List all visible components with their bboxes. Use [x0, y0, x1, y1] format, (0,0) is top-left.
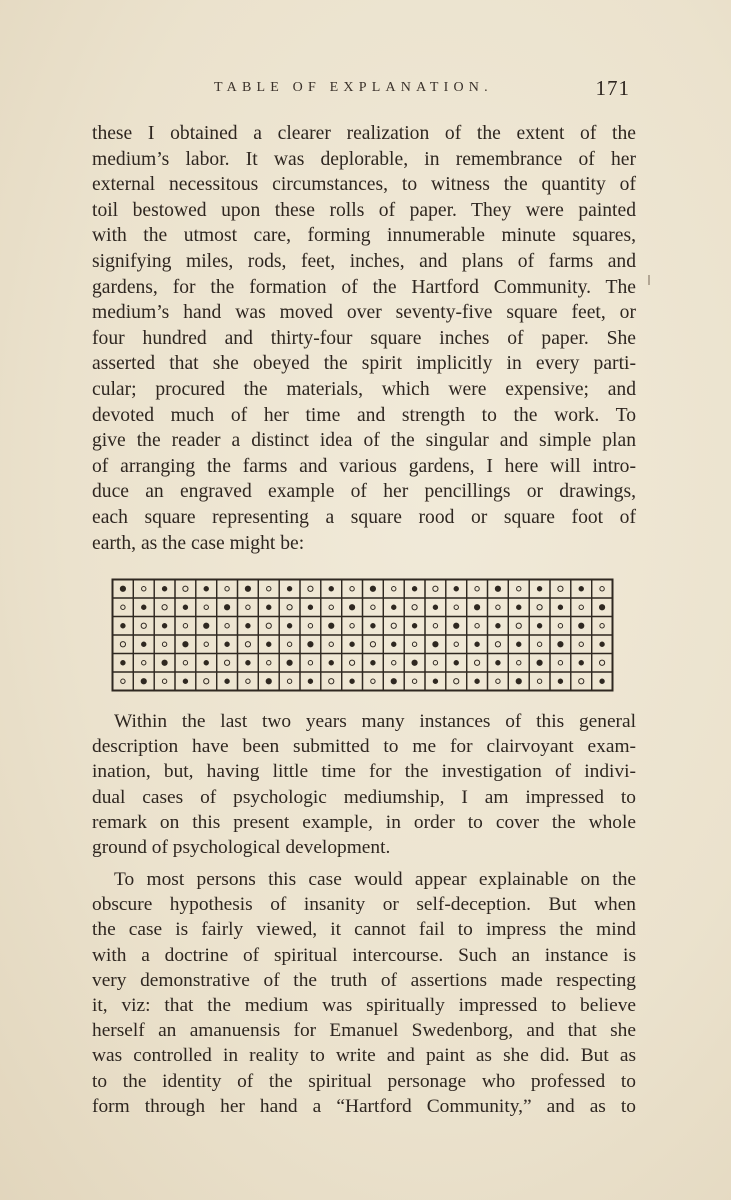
- grid-square: [550, 654, 571, 673]
- grid-dot: [600, 679, 604, 683]
- grid-dot: [516, 679, 521, 684]
- grid-dot: [371, 605, 375, 609]
- paragraph-mediumship: [92, 709, 636, 860]
- grid-dot: [558, 679, 562, 683]
- grid-dot: [267, 587, 271, 591]
- grid-dot: [349, 605, 354, 610]
- grid-dot: [350, 642, 354, 646]
- text-line: earth, as the case might be:: [92, 532, 305, 554]
- grid-dot: [308, 679, 312, 683]
- grid-square: [425, 580, 446, 599]
- text-line: description have been submitted to me for clairvoyant exam-: [92, 736, 636, 758]
- grid-dot: [225, 679, 229, 683]
- grid-dot: [475, 679, 479, 683]
- text-line: dual cases of psychologic mediumship, I am impressed to: [92, 786, 636, 808]
- grid-square: [571, 672, 592, 691]
- grid-dot: [517, 605, 521, 609]
- grid-square: [258, 617, 279, 636]
- grid-dot: [391, 623, 396, 628]
- grid-dot: [287, 605, 292, 610]
- grid-dot: [474, 660, 479, 665]
- grid-square: [217, 654, 238, 673]
- grid-dot: [329, 623, 334, 628]
- grid-dot: [183, 679, 187, 683]
- text-line: with the utmost care, forming innumerable minute squares,: [92, 225, 636, 247]
- grid-square: [133, 580, 154, 599]
- grid-dot: [224, 605, 229, 610]
- grid-dot: [537, 605, 542, 610]
- grid-dot: [579, 623, 584, 628]
- text-line: remark on this present example, in order to cover the whole: [92, 811, 636, 833]
- grid-square: [217, 617, 238, 636]
- grid-dot: [474, 605, 479, 610]
- grid-dot: [183, 661, 187, 665]
- grid-dot: [267, 642, 271, 646]
- grid-dot: [225, 642, 229, 646]
- grid-dot: [371, 624, 375, 628]
- grid-square: [133, 654, 154, 673]
- grid-dot: [308, 624, 312, 628]
- grid-square: [321, 635, 342, 654]
- grid-dot: [579, 642, 583, 646]
- grid-dot: [558, 624, 562, 628]
- grid-dot: [246, 679, 250, 683]
- grid-square: [425, 617, 446, 636]
- grid-dot: [517, 642, 521, 646]
- grid-dot: [141, 679, 146, 684]
- grid-dot: [121, 661, 125, 665]
- grid-dot: [392, 642, 396, 646]
- grid-square: [467, 617, 488, 636]
- grid-dot: [558, 605, 562, 609]
- engraved-grid-figure: [111, 578, 614, 692]
- grid-dot: [246, 605, 250, 609]
- grid-square: [446, 598, 467, 617]
- text-line: asserted that she obeyed the spirit implicitly in every parti-: [92, 353, 636, 375]
- grid-dot: [495, 642, 500, 647]
- grid-square: [279, 635, 300, 654]
- text-line: gardens, for the formation of the Hartford Community. The: [92, 276, 636, 298]
- grid-dot: [308, 661, 312, 665]
- grid-square: [113, 672, 134, 691]
- grid-square: [363, 635, 384, 654]
- grid-square: [425, 654, 446, 673]
- text-line: was controlled in reality to write and paint as she did. But as: [92, 1045, 636, 1067]
- grid-dot: [246, 624, 250, 628]
- grid-dot: [537, 679, 541, 683]
- grid-square: [238, 635, 259, 654]
- grid-dot: [392, 587, 396, 591]
- grid-square: [196, 672, 217, 691]
- text-line: ination, but, having little time for the investigation of indivi-: [92, 761, 636, 783]
- grid-dot: [558, 642, 563, 647]
- text-line: of arranging the farms and various gardens, I here will intro-: [92, 455, 636, 477]
- grid-square: [238, 598, 259, 617]
- grid-dot: [579, 661, 583, 665]
- grid-dot: [204, 605, 208, 609]
- grid-dot: [329, 605, 333, 609]
- grid-dot: [600, 587, 604, 591]
- grid-square: [550, 617, 571, 636]
- grid-square: [508, 617, 529, 636]
- grid-dot: [517, 661, 521, 665]
- grid-dot: [579, 587, 583, 591]
- grid-square: [154, 672, 175, 691]
- grid-square: [154, 635, 175, 654]
- grid-dot: [162, 624, 166, 628]
- grid-dot: [287, 679, 291, 683]
- grid-dot: [599, 605, 604, 610]
- grid-dot: [370, 642, 375, 647]
- grid-dot: [142, 642, 146, 646]
- text-line: very demonstrative of the truth of assertions made respecting: [92, 969, 636, 991]
- grid-dot: [496, 624, 500, 628]
- grid-dot: [121, 605, 125, 609]
- grid-square: [383, 654, 404, 673]
- grid-dot: [412, 642, 416, 646]
- grid-square: [175, 580, 196, 599]
- grid-dot: [371, 679, 375, 683]
- grid-dot: [141, 623, 146, 628]
- grid-square: [592, 654, 613, 673]
- grid-dot: [349, 660, 354, 665]
- grid-dot: [121, 624, 125, 628]
- grid-dot: [224, 660, 229, 665]
- grid-dot: [183, 586, 188, 591]
- grid-dot: [287, 587, 291, 591]
- grid-square: [488, 598, 509, 617]
- grid-dot: [537, 642, 541, 646]
- text-line: to the identity of the spiritual personage who professed to: [92, 1070, 636, 1092]
- grid-dot: [475, 624, 479, 628]
- grid-dot: [329, 642, 333, 646]
- grid-square: [592, 617, 613, 636]
- grid-dot: [308, 605, 312, 609]
- grid-square: [571, 635, 592, 654]
- grid-square: [467, 580, 488, 599]
- grid-dot: [433, 679, 437, 683]
- grid-square: [175, 617, 196, 636]
- grid-dot: [600, 642, 604, 646]
- grid-dot: [433, 661, 437, 665]
- grid-square: [133, 617, 154, 636]
- grid-square: [467, 654, 488, 673]
- grid-dot: [162, 605, 167, 610]
- grid-square: [363, 598, 384, 617]
- grid-square: [446, 672, 467, 691]
- grid-square: [342, 580, 363, 599]
- grid-dot: [391, 679, 396, 684]
- grid-square: [238, 672, 259, 691]
- grid-dot: [579, 679, 584, 684]
- text-line: toil bestowed upon these rolls of paper. They were painted: [92, 199, 636, 221]
- grid-dot: [433, 642, 438, 647]
- grid-square: [217, 580, 238, 599]
- grid-dot: [475, 642, 479, 646]
- grid-dot: [371, 661, 375, 665]
- grid-dot: [412, 587, 416, 591]
- grid-dot: [516, 623, 521, 628]
- grid-dot: [142, 605, 146, 609]
- text-line: ground of psychological development.: [92, 836, 391, 858]
- grid-dot: [454, 605, 458, 609]
- text-line: duce an engraved example of her pencillings or drawings,: [92, 481, 636, 503]
- grid-square: [342, 617, 363, 636]
- grid-square: [342, 654, 363, 673]
- grid-dot: [412, 679, 416, 683]
- text-line: signifying miles, rods, feet, inches, and plans of farms and: [92, 250, 636, 272]
- grid-dot: [350, 587, 354, 591]
- text-line: each square representing a square rood or square foot of: [92, 506, 636, 528]
- grid-dot: [454, 623, 459, 628]
- grid-dot: [162, 679, 166, 683]
- grid-square: [550, 580, 571, 599]
- grid-dot: [412, 660, 417, 665]
- text-line: four hundred and thirty-four square inches of paper. She: [92, 327, 636, 349]
- grid-drawing: [111, 578, 614, 692]
- text-line: Within the last two years many instances of this general: [114, 711, 636, 732]
- grid-dot: [392, 661, 396, 665]
- grid-square: [258, 580, 279, 599]
- grid-dot: [308, 586, 313, 591]
- grid-dot: [287, 660, 292, 665]
- grid-dot: [454, 587, 458, 591]
- grid-dot: [142, 587, 146, 591]
- text-line: give the reader a distinct idea of the singular and simple plan: [92, 430, 636, 452]
- grid-dot: [537, 587, 541, 591]
- page-number: 171: [595, 76, 630, 100]
- grid-square: [529, 672, 550, 691]
- text-line: these I obtained a clearer realization of the extent of the: [92, 123, 636, 144]
- grid-square: [529, 635, 550, 654]
- grid-dot: [433, 605, 437, 609]
- grid-dot: [558, 661, 562, 665]
- grid-dot: [517, 587, 521, 591]
- grid-square: [592, 580, 613, 599]
- grid-dot: [204, 642, 208, 646]
- grid-dot: [537, 660, 542, 665]
- grid-square: [258, 654, 279, 673]
- grid-dot: [370, 586, 375, 591]
- running-title: TABLE OF EXPLANATION.: [214, 80, 493, 95]
- grid-dot: [225, 587, 229, 591]
- running-head: [90, 78, 636, 102]
- grid-dot: [537, 624, 541, 628]
- grid-square: [300, 580, 321, 599]
- grid-dot: [433, 586, 438, 591]
- grid-dot: [287, 624, 291, 628]
- grid-square: [113, 598, 134, 617]
- grid-square: [508, 654, 529, 673]
- grid-dot: [329, 661, 333, 665]
- grid-square: [196, 635, 217, 654]
- text-line: To most persons this case would appear explainable on the: [114, 869, 636, 890]
- grid-dot: [162, 660, 167, 665]
- grid-square: [383, 580, 404, 599]
- grid-square: [279, 598, 300, 617]
- text-line: medium’s hand was moved over seventy-five square feet, or: [92, 302, 636, 324]
- grid-square: [113, 635, 134, 654]
- text-line: obscure hypothesis of insanity or self-deception. But when: [92, 894, 636, 916]
- grid-dot: [267, 605, 271, 609]
- grid-dot: [495, 586, 500, 591]
- grid-square: [571, 598, 592, 617]
- grid-dot: [204, 679, 209, 684]
- grid-square: [383, 617, 404, 636]
- grid-dot: [454, 679, 459, 684]
- grid-square: [529, 598, 550, 617]
- grid-dot: [246, 661, 250, 665]
- grid-dot: [600, 624, 604, 628]
- grid-dot: [558, 586, 563, 591]
- grid-dot: [183, 605, 187, 609]
- grid-dot: [287, 642, 291, 646]
- text-line: external necessitous circumstances, to witness the quantity of: [92, 174, 636, 196]
- grid-dot: [496, 661, 500, 665]
- text-line: the case is fairly viewed, it cannot fail to impress the mind: [92, 919, 636, 941]
- grid-square: [404, 598, 425, 617]
- grid-dot: [329, 587, 333, 591]
- text-line: with a doctrine of spiritual intercourse. Such an instance is: [92, 944, 636, 966]
- grid-dot: [121, 679, 125, 683]
- grid-dot: [454, 661, 458, 665]
- grid-dot: [142, 661, 146, 665]
- grid-dot: [183, 624, 187, 628]
- grid-dot: [204, 587, 208, 591]
- grid-dot: [225, 624, 229, 628]
- grid-square: [279, 672, 300, 691]
- grid-dot: [266, 623, 271, 628]
- grid-square: [508, 580, 529, 599]
- grid-dot: [329, 679, 334, 684]
- text-line: form through her hand a “Hartford Community,” and as to: [92, 1095, 636, 1117]
- grid-dot: [496, 605, 500, 609]
- text-line: cular; procured the materials, which were expensive; and: [92, 378, 636, 400]
- grid-dot: [183, 642, 188, 647]
- paragraph-explanation: [92, 867, 636, 1119]
- grid-square: [321, 672, 342, 691]
- grid-square: [154, 598, 175, 617]
- text-line: it, viz: that the medium was spiritually impressed to believe: [92, 994, 636, 1016]
- grid-dot: [162, 642, 166, 646]
- grid-square: [363, 672, 384, 691]
- text-line: devoted much of her time and strength to the work. To: [92, 404, 636, 426]
- grid-dot: [204, 661, 208, 665]
- grid-dot: [266, 679, 271, 684]
- grid-square: [300, 654, 321, 673]
- grid-dot: [454, 642, 458, 646]
- grid-dot: [267, 661, 271, 665]
- grid-dot: [350, 679, 354, 683]
- margin-mark: [648, 275, 650, 285]
- grid-dot: [162, 587, 166, 591]
- grid-square: [488, 672, 509, 691]
- grid-square: [404, 672, 425, 691]
- grid-square: [446, 635, 467, 654]
- grid-square: [196, 598, 217, 617]
- grid-square: [488, 635, 509, 654]
- text-line: medium’s labor. It was deplorable, in remembrance of her: [92, 148, 636, 170]
- grid-dot: [245, 642, 250, 647]
- grid-dot: [245, 586, 250, 591]
- grid-square: [404, 635, 425, 654]
- paragraph-intro: [92, 121, 636, 556]
- grid-dot: [599, 660, 604, 665]
- grid-square: [321, 598, 342, 617]
- text-line: herself an amanuensis for Emanuel Swedenborg, and that she: [92, 1020, 636, 1042]
- grid-dot: [412, 624, 416, 628]
- grid-dot: [412, 605, 417, 610]
- grid-dot: [120, 642, 125, 647]
- grid-dot: [120, 586, 125, 591]
- grid-dot: [308, 642, 313, 647]
- grid-dot: [350, 624, 354, 628]
- grid-square: [300, 617, 321, 636]
- grid-dot: [579, 605, 583, 609]
- grid-square: [175, 654, 196, 673]
- grid-dot: [204, 623, 209, 628]
- grid-dot: [496, 679, 500, 683]
- grid-dot: [392, 605, 396, 609]
- grid-dot: [475, 587, 479, 591]
- grid-dot: [433, 624, 437, 628]
